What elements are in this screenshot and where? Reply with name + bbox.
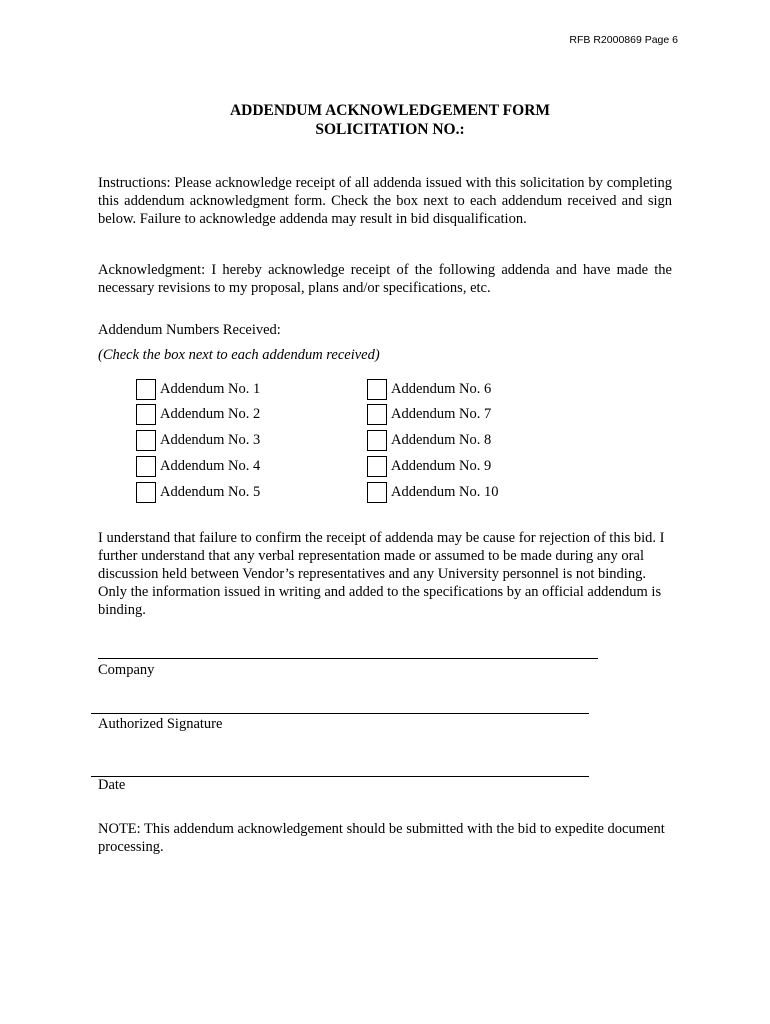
company-signature-line[interactable] [98, 658, 598, 659]
addendum-item-8[interactable] [367, 428, 491, 452]
form-title [0, 101, 770, 139]
understanding-paragraph: I understand that failure to confirm the receipt of addenda may be cause for rejection of this bid. I further understand that any verbal representation made or assumed to be made during any oral discussion held between Vendor’s representatives and any University personnel is not binding. Only the information issued in writing and added to the specifications by an official addendum is binding. [98, 530, 665, 618]
date-signature-line[interactable] [91, 776, 589, 777]
authorized-signature-label: Authorized Signature [98, 716, 223, 732]
addendum-item-3[interactable] [136, 428, 260, 452]
addendum-checkbox-9[interactable] [367, 456, 387, 477]
addendum-label-8: Addendum No. 8 [391, 431, 492, 448]
addendum-label-5: Addendum No. 5 [160, 483, 261, 500]
addendum-checkbox-8[interactable] [367, 430, 387, 451]
addendum-label-6: Addendum No. 6 [391, 380, 492, 397]
addendum-check-hint: (Check the box next to each addendum received) [98, 347, 380, 363]
addendum-checkbox-10[interactable] [367, 482, 387, 503]
addendum-label-9: Addendum No. 9 [391, 457, 492, 474]
page-reference: RFB R2000869 Page 6 [569, 34, 678, 46]
addendum-item-1[interactable] [136, 377, 260, 401]
solicitation-number-label: SOLICITATION NO.: [315, 121, 465, 138]
form-title-line-1: ADDENDUM ACKNOWLEDGEMENT FORM [229, 102, 551, 119]
date-label: Date [98, 777, 126, 793]
addendum-numbers-label: Addendum Numbers Received: [98, 322, 281, 338]
addendum-label-10: Addendum No. 10 [391, 483, 499, 500]
addendum-item-7[interactable] [367, 402, 491, 426]
addendum-checkbox-4[interactable] [136, 456, 156, 477]
addendum-label-7: Addendum No. 7 [391, 405, 492, 422]
addendum-label-3: Addendum No. 3 [160, 431, 261, 448]
acknowledgment-paragraph: Acknowledgment: I hereby acknowledge receipt of the following addenda and have made the necessary revisions to my proposal, plans and/or specifications, etc. [98, 262, 672, 296]
instructions-paragraph: Instructions: Please acknowledge receipt of all addenda issued with this solicitation by completing this addendum acknowledgment form. Check the box next to each addendum received and sign below. Failure to acknowledge addenda may result in bid disqualification. [98, 175, 672, 227]
addendum-item-5[interactable] [136, 480, 260, 504]
addendum-label-4: Addendum No. 4 [160, 457, 261, 474]
addendum-item-2[interactable] [136, 402, 260, 426]
authorized-signature-line[interactable] [91, 713, 589, 714]
addendum-item-4[interactable] [136, 454, 260, 478]
addendum-checkbox-3[interactable] [136, 430, 156, 451]
submission-note: NOTE: This addendum acknowledgement should be submitted with the bid to expedite document processing. [98, 821, 665, 855]
addendum-checkbox-1[interactable] [136, 379, 156, 400]
addendum-label-2: Addendum No. 2 [160, 405, 261, 422]
addendum-checkbox-6[interactable] [367, 379, 387, 400]
addendum-checkbox-2[interactable] [136, 404, 156, 425]
addendum-item-10[interactable] [367, 480, 499, 504]
addendum-item-9[interactable] [367, 454, 491, 478]
company-label: Company [98, 662, 155, 678]
addendum-checkbox-5[interactable] [136, 482, 156, 503]
addendum-item-6[interactable] [367, 377, 491, 401]
addendum-label-1: Addendum No. 1 [160, 380, 261, 397]
addendum-checkbox-7[interactable] [367, 404, 387, 425]
